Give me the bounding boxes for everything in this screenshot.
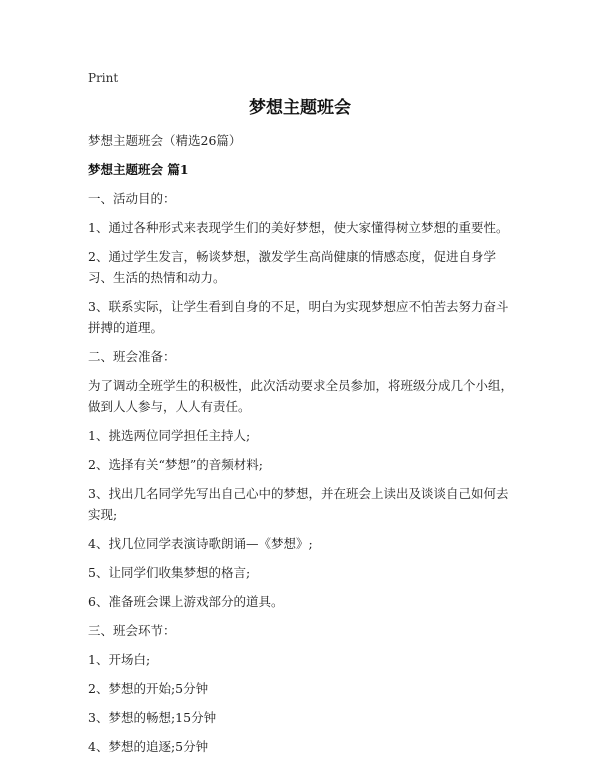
paragraph: 5、让同学们收集梦想的格言;: [88, 565, 251, 580]
paragraph: 二、班会准备：: [88, 349, 176, 364]
section-heading: 梦想主题班会 篇1: [88, 162, 189, 177]
paragraph: 1、挑选两位同学担任主持人;: [88, 428, 251, 443]
paragraph: 4、找几位同学表演诗歌朗诵—《梦想》;: [88, 536, 313, 551]
paragraph: 1、开场白;: [88, 652, 151, 667]
paragraph: 3、找出几名同学先写出自己心中的梦想，并在班会上读出及谈谈自己如何去实现;: [88, 486, 509, 522]
print-label: Print: [88, 71, 119, 85]
paragraph: 6、准备班会课上游戏部分的道具。: [88, 594, 284, 609]
paragraph: 4、梦想的追逐;5分钟: [88, 739, 209, 754]
paragraph: 梦想主题班会（精选26篇）: [88, 133, 242, 148]
paragraph: 3、联系实际，让学生看到自身的不足，明白为实现梦想应不怕苦去努力奋斗拼搏的道理。: [88, 299, 509, 335]
document-body: [88, 130, 518, 765]
paragraph: 2、选择有关“梦想”的音频材料;: [88, 457, 263, 472]
paragraph: 2、梦想的开始;5分钟: [88, 681, 209, 696]
paragraph: 一、活动目的：: [88, 191, 176, 206]
paragraph: 为了调动全班学生的积极性，此次活动要求全员参加，将班级分成几个小组，做到人人参与，人人有责任。: [88, 378, 514, 414]
document-title: 梦想主题班会: [249, 98, 351, 118]
paragraph: 三、班会环节：: [88, 623, 176, 638]
paragraph: 3、梦想的畅想;15分钟: [88, 710, 217, 725]
paragraph: 2、通过学生发言，畅谈梦想，激发学生高尚健康的情感态度，促进自身学习、生活的热情和动力。: [88, 249, 496, 285]
paragraph: 1、通过各种形式来表现学生们的美好梦想，使大家懂得树立梦想的重要性。: [88, 220, 509, 235]
